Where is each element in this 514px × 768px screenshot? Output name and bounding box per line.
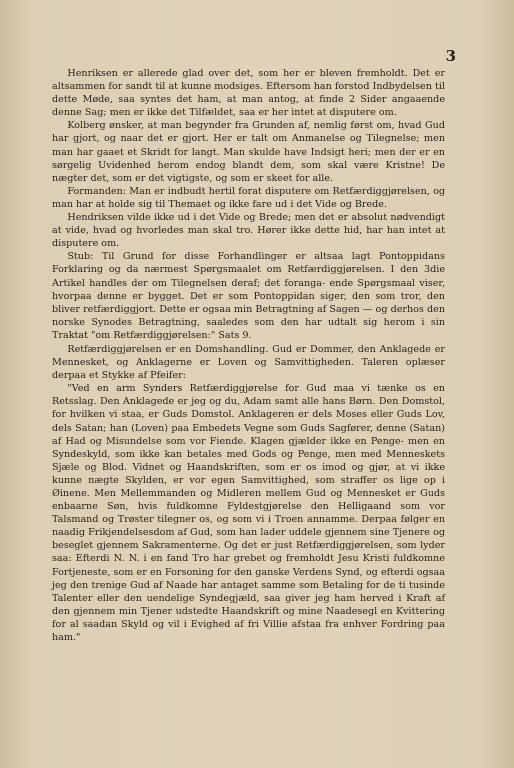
paragraph-hendriksen-2: Hendriksen vilde ikke ud i det Vide og Brede; men det er absolut nødvendigt at vide, hvad og hvorledes man skal tro. Hører ikke dette hid, har han intet at disputere om.: [52, 212, 445, 250]
body-text: [52, 67, 445, 644]
page-number: 3: [445, 47, 456, 65]
paragraph-pfeifer-quote: "Ved en arm Synders Retfærdiggjørelse for Gud maa vi tænke os en Retsslag. Den Anklagede er jeg og du, Adam samt alle hans Børn. Den Domstol, for hvilken vi staa, er Guds Domstol. Anklageren er dels Moses eller Guds Lov, dels Satan; han (Loven) paa Embedets Vegne som Guds Sagfører, denne (Satan) af Had og Misundelse som vor Fiende. Klagen gjælder ikke en Penge- men en Syndeskyld, som ikke kan betales med Gods og Penge, men med Menneskets Sjæle og Blod. Vidnet og Haandskriften, som er os imod og gjør, at vi ikke kunne nægte Skylden, er vor egen Samvittighed, som straffer os lige op i Øinene. Men Mellemmanden og Midleren mellem Gud og Mennesket er Guds enbaarne Søn, hvis fuldkomne Fyldestgjørelse den Helligaand som vor Talsmand og Trøster tilegner os, og som vi i Troen annamme. Derpaa følger en naadig Frikjendelsesdom af Gud, som han lader uddele gjennem sine Tjenere og beseglet gjennem Sakramenterne. Og det er just Retfærdiggjørelsen, som lyder saa: Efterdi N. N. i en fand Tro har grebet og fremholdt Jesu Kristi fuldkomne Fortjeneste, som er en Forsoning for den ganske Verdens Synd, og efterdi ogsaa jeg den trenige Gud af Naade har antaget samme som Betaling for de ti tusinde Talenter eller den uendelige Syndegjæld, saa giver jeg ham herved i Kraft af den gjennem min Tjener udstedte Haandskrift og mine Naadesegl en Kvittering for al saadan Skyld og vil i Evighed af fri Villie afstaa fra enhver Fordring paa ham.": [52, 383, 445, 644]
paragraph-henriksen-1: Henriksen er allerede glad over det, som her er bleven fremholdt. Det er altsammen for sandt til at kunne modsiges. Eftersom han forstod Indbydelsen til dette Møde, saa syntes det ham, at man antog, at finde 2 Sider angaaende denne Sag; men er ikke det Tilfældet, saa er her intet at disputere om.: [52, 68, 445, 119]
paragraph-stub: Stub: Til Grund for disse Forhandlinger er altsaa lagt Pontoppidans Forklaring og da nærmest Spørgsmaalet om Retfærdiggjørelsen. I den 3die Artikel handles der om Tilegnelsen deraf; det foranga- ende Spørgsmaal viser, hvorpaa denne er bygget. Det er som Pontoppidan siger, den som tror, den bliver retfærdiggjort. Dette er ogsaa min Betragtning af Sagen — og derhos den norske Synodes Betragtning, saaledes som den har udtalt sig herom i sin Traktat "om Retfærdiggjørelsen:" Sats 9.: [52, 251, 445, 341]
paragraph-domshandling: Retfærdiggjørelsen er en Domshandling. Gud er Dommer, den Anklagede er Mennesket, og Anklagerne er Loven og Samvittigheden. Taleren oplæser derpaa et Stykke af Pfeifer:: [52, 343, 445, 382]
paragraph-formanden: Formanden: Man er indbudt hertil forat disputere om Retfærdiggjørelsen, og man har at holde sig til Themaet og ikke fare ud i det Vide og Brede.: [52, 185, 445, 210]
paragraph-kolberg: Kolberg ønsker, at man begynder fra Grunden af, nemlig først om, hvad Gud har gjort, og naar det er gjort. Her er talt om Anmanelse og Tilegnelse; men man har gaaet et Skridt for langt. Man skulde have Indsigt heri; men der er en sørgelig Uvidenhed herom endog blandt dem, som skal være Kristne! De nægter det, som er det vigtigste, og som er skeet for alle.: [52, 120, 445, 184]
